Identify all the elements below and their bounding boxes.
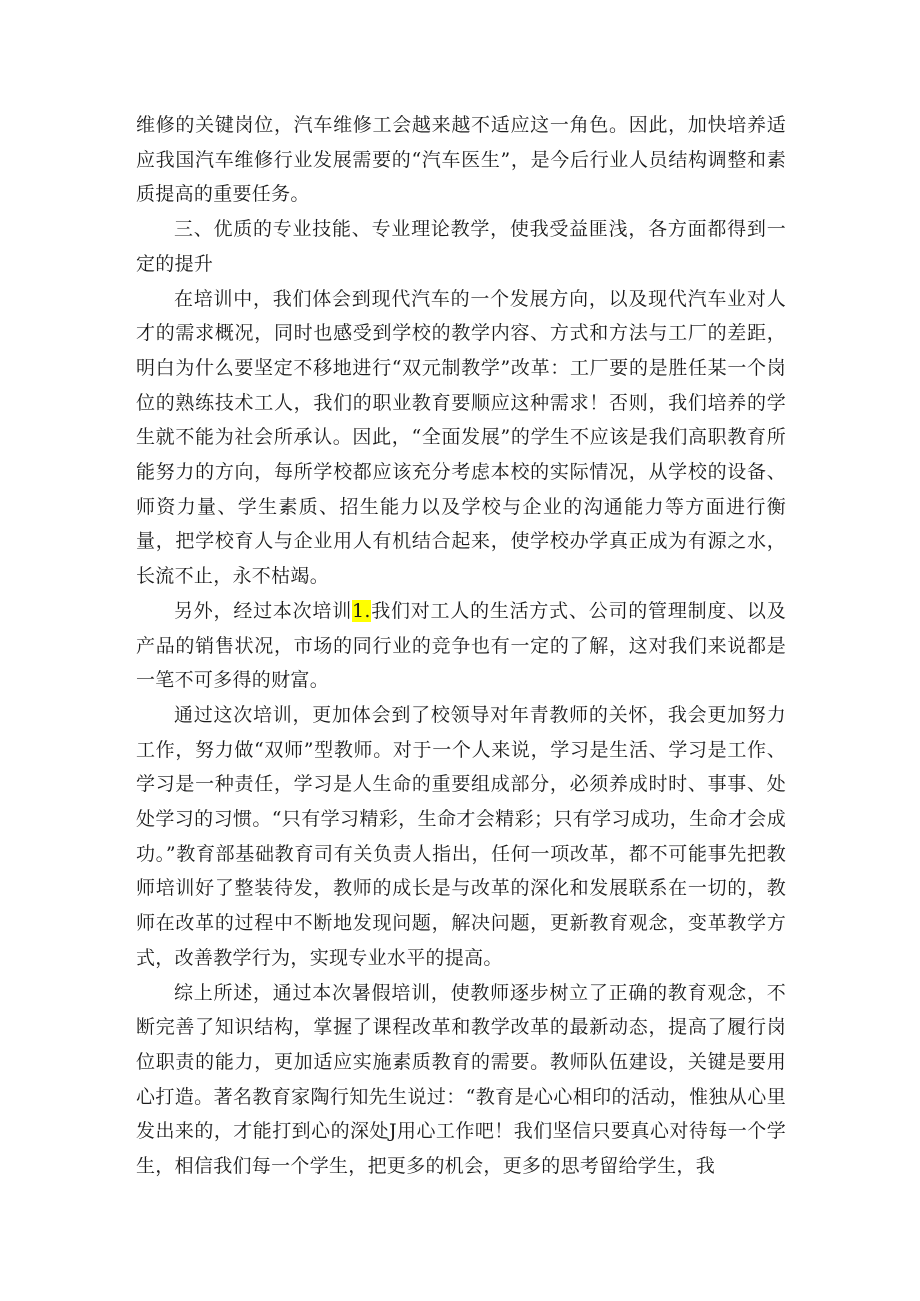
paragraph-training-direction: 在培训中，我们体会到现代汽车的一个发展方向，以及现代汽车业对人才的需求概况，同时也感受到学校的教学内容、方式和方法与工厂的差距，明白为什么要坚定不移地进行“双元制教学”改革：工厂要的是胜任某一个岗位的熟练技术工人，我们的职业教育要顺应这种需求！否则，我们培养的学生就不能为社会所承认。因此，“全面发展”的学生不应该是我们高职教育所能努力的方向，每所学校都应该充分考虑本校的实际情况，从学校的设备、师资力量、学生素质、招生能力以及学校与企业的沟通能力等方面进行衡量，把学校育人与企业用人有机结合起来，使学校办学真正成为有源之水，长流不止，永不枯竭。 [136, 287, 786, 588]
section-heading-3: 三、优质的专业技能、专业理论教学，使我受益匪浅，各方面都得到一定的提升 [136, 218, 786, 275]
highlighted-text: 1. [351, 599, 371, 622]
paragraph-continuation: 维修的关键岗位，汽车维修工会越来越不适应这一角色。因此，加快培养适应我国汽车维修行业发展需要的“汽车医生”，是今后行业人员结构调整和素质提高的重要任务。 [136, 114, 786, 206]
paragraph-teacher-growth: 通过这次培训，更加体会到了校领导对年青教师的关怀，我会更加努力工作，努力做“双师”型教师。对于一个人来说，学习是生活、学习是工作、学习是一种责任，学习是人生命的重要组成部分，必须养成时时、事事、处处学习的习惯。“只有学习精彩，生命才会精彩；只有学习成功，生命才会成功。”教育部基础教育司有关负责人指出，任何一项改革，都不可能事先把教师培训好了整装待发，教师的成长是与改革的深化和发展联系在一切的，教师在改革的过程中不断地发现问题，解决问题，更新教育观念，变革教学方式，改善教学行为，实现专业水平的提高。 [136, 703, 786, 969]
paragraph-additional-gains [136, 594, 786, 698]
paragraph-text-before-highlight: 另外，经过本次培训 [174, 599, 352, 622]
paragraph-text-after-highlight: 我们对工人的生活方式、公司的管理制度、以及产品的销售状况，市场的同行业的竞争也有一定的了解，这对我们来说都是一笔不可多得的财富。 [136, 599, 786, 692]
paragraph-summary: 综上所述，通过本次暑假培训，使教师逐步树立了正确的教育观念，不断完善了知识结构，掌握了课程改革和教学改革的最新动态，提高了履行岗位职责的能力，更加适应实施素质教育的需要。教师队伍建设，关键是要用心打造。著名教育家陶行知先生说过：“教育是心心相印的活动，惟独从心里发出来的，才能打到心的深处J用心工作吧！我们坚信只要真心对待每一个学生，相信我们每一个学生，把更多的机会，更多的思考留给学生，我 [136, 981, 786, 1178]
document-page [136, 108, 786, 1184]
